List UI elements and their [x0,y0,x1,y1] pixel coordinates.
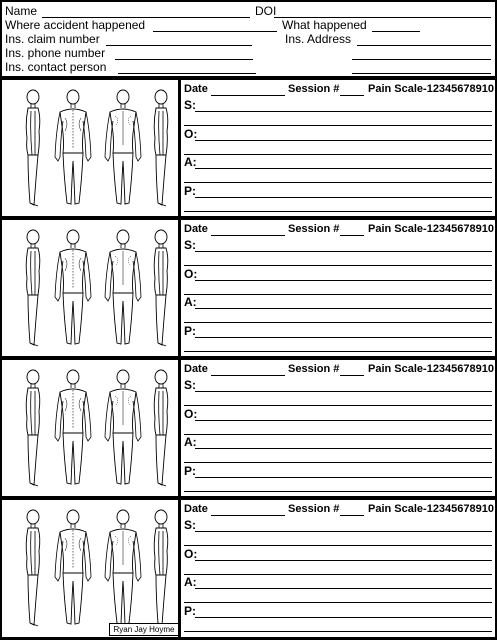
plan-label: P: [184,183,196,198]
date-label: Date [184,503,208,515]
objective-label: O: [184,126,198,141]
objective-line[interactable] [184,574,492,575]
plan-label: P: [184,463,196,478]
body-chart-panel [2,80,178,216]
date-field[interactable] [211,375,285,376]
objective-label: O: [184,546,198,561]
pain-scale-label: Pain Scale-12345678910 [368,503,494,515]
claim-number-label: Ins. claim number [5,32,100,46]
session-number-field[interactable] [340,375,364,376]
objective-line[interactable] [184,434,492,435]
plan-line[interactable] [184,491,492,492]
plan-line[interactable] [195,337,492,338]
contact-person-field[interactable] [118,73,256,74]
body-chart-panel [2,360,178,496]
plan-line[interactable] [184,631,492,632]
ins-address-field[interactable] [357,45,491,46]
plan-line[interactable] [195,197,492,198]
body-diagram[interactable] [5,363,175,496]
phone-number-field[interactable] [115,59,253,60]
plan-label: P: [184,323,196,338]
what-happened-field[interactable] [372,31,420,32]
pain-scale-label: Pain Scale-12345678910 [368,83,494,95]
session-number-label: Session # [288,363,340,375]
date-field[interactable] [211,515,285,516]
soap-notes-panel [181,220,495,356]
date-label: Date [184,363,208,375]
assessment-line[interactable] [195,168,492,169]
accident-location-field[interactable] [153,31,277,32]
assessment-line[interactable] [184,462,492,463]
objective-line[interactable] [195,560,492,561]
doi-label: DOI [255,4,277,18]
body-diagram[interactable] [5,83,175,216]
session-number-field[interactable] [340,515,364,516]
session-header [184,223,493,236]
soap-notes-panel [181,80,495,216]
body-chart-panel [2,500,178,637]
assessment-label: A: [184,575,197,589]
subjective-line[interactable] [195,251,492,252]
subjective-line[interactable] [184,545,492,546]
soap-notes-panel [181,500,495,637]
session-header [184,503,493,516]
body-diagram[interactable] [5,223,175,356]
subjective-line[interactable] [184,125,492,126]
signature-box: Ryan Jay Hoyme [109,623,179,636]
subjective-label: S: [184,378,196,392]
soap-notes-panel [181,360,495,496]
name-label: Name [5,4,38,18]
body-chart-panel [2,220,178,356]
address-line-3-field[interactable] [352,73,491,74]
claim-number-field[interactable] [106,45,252,46]
contact-person-label: Ins. contact person [5,60,107,74]
date-label: Date [184,83,208,95]
plan-label: P: [184,603,196,618]
plan-line[interactable] [184,211,492,212]
subjective-line[interactable] [195,111,492,112]
objective-line[interactable] [195,280,492,281]
accident-location-label: Where accident happened [5,18,146,32]
session-number-label: Session # [288,223,340,235]
session-number-label: Session # [288,83,340,95]
patient-info-header [2,2,495,76]
session-number-field[interactable] [340,95,364,96]
subjective-line[interactable] [195,531,492,532]
assessment-line[interactable] [195,448,492,449]
objective-label: O: [184,406,198,421]
assessment-line[interactable] [195,308,492,309]
assessment-line[interactable] [195,588,492,589]
what-happened-label: What happened [282,18,367,32]
objective-label: O: [184,266,198,281]
pain-scale-label: Pain Scale-12345678910 [368,223,494,235]
assessment-label: A: [184,155,197,169]
assessment-label: A: [184,295,197,309]
date-label: Date [184,223,208,235]
assessment-line[interactable] [184,322,492,323]
subjective-line[interactable] [184,265,492,266]
objective-line[interactable] [184,294,492,295]
date-field[interactable] [211,235,285,236]
session-header [184,363,493,376]
session-header [184,83,493,96]
date-field[interactable] [211,95,285,96]
assessment-line[interactable] [184,182,492,183]
plan-line[interactable] [195,477,492,478]
assessment-label: A: [184,435,197,449]
ins-address-label: Ins. Address [285,32,352,46]
session-number-label: Session # [288,503,340,515]
subjective-line[interactable] [195,391,492,392]
objective-line[interactable] [195,420,492,421]
plan-line[interactable] [184,351,492,352]
session-number-field[interactable] [340,235,364,236]
assessment-line[interactable] [184,602,492,603]
subjective-label: S: [184,238,196,252]
subjective-label: S: [184,98,196,112]
subjective-label: S: [184,518,196,532]
address-line-2-field[interactable] [352,59,491,60]
plan-line[interactable] [195,617,492,618]
body-diagram[interactable] [5,503,175,636]
phone-number-label: Ins. phone number [5,46,106,60]
objective-line[interactable] [195,140,492,141]
objective-line[interactable] [184,154,492,155]
pain-scale-label: Pain Scale-12345678910 [368,363,494,375]
subjective-line[interactable] [184,405,492,406]
